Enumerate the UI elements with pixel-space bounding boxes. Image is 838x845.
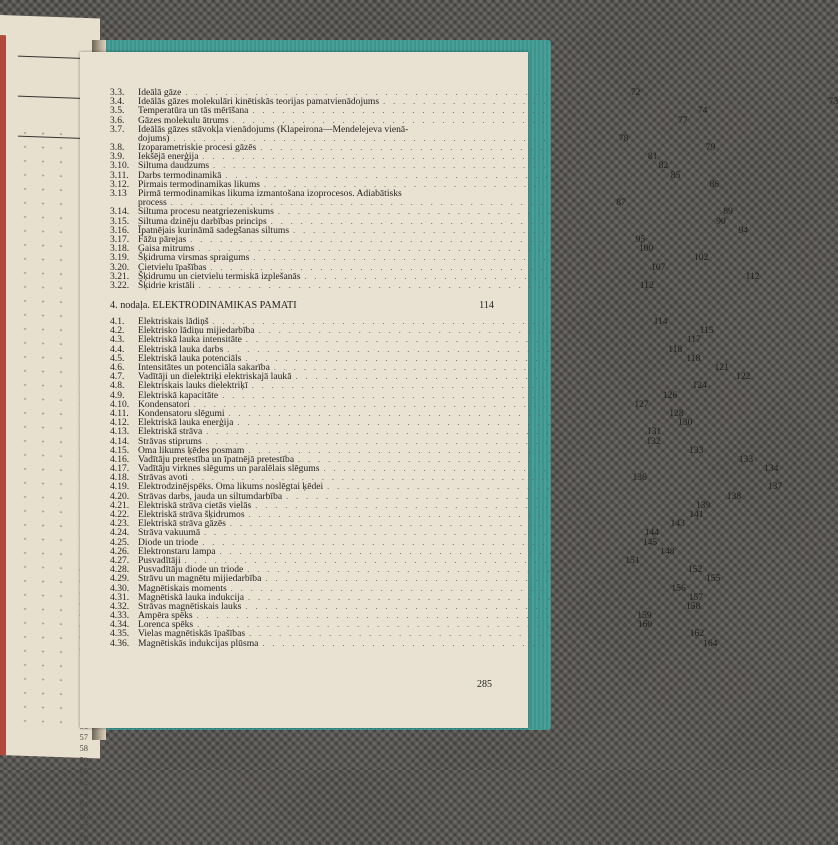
leader-dots: . . . . . . . . . . . . . . . . . . . . . . . . . . . . . . . . . . . . . . . . . . . [210, 262, 636, 272]
toc-page: 86 [709, 178, 720, 190]
toc-page: 112 [639, 279, 654, 291]
section-4-list [110, 316, 783, 649]
left-page-number: 63 [79, 787, 88, 799]
toc-number: 3.10. [110, 160, 130, 172]
toc-number: 4.24. [110, 527, 130, 539]
leader-dots: . . . . . . . . . . . . . . . . . . . . . . . . . . . . . . . . . . . . . . . . . . . [248, 510, 674, 520]
toc-number: 4.16. [110, 453, 130, 465]
chapter-heading [110, 300, 494, 311]
toc-title: Pusvadītāji [138, 554, 181, 566]
toc-title: Lorenca spēks [138, 619, 194, 631]
toc-number: 4.3. [110, 334, 125, 346]
toc-page [80, 52, 838, 728]
toc-number: 3.20. [110, 261, 130, 273]
toc-number: 4.14. [110, 435, 130, 447]
toc-page: 121 [714, 362, 729, 374]
toc-page: 81 [647, 151, 658, 163]
left-page-number: 57 [79, 731, 88, 743]
leader-dots: . . . . . . . . . . . . . . . . . . . . . . . . . . . . . . . . . . . . . . . . . . . [262, 638, 688, 648]
toc-number: 3.6. [110, 114, 125, 126]
toc-page: 72 [630, 86, 641, 98]
leader-dots: . . . . . . . . . . . . . . . . . . . . . . . . . . . . . . . . . . . . . . . . . . . [237, 418, 663, 428]
toc-page: 151 [625, 554, 640, 566]
leader-dots: . . . . . . . . . . . . . . . . . . . . . . . . . . . . . . . . . . . . . . . . . . . [286, 491, 712, 501]
toc-title: Ampēra spēks [138, 610, 193, 622]
leader-dots: . . . . . . . . . . . . . . . . . . . . . . . . . . . . . . . . . . . . . . . . . . . [229, 519, 655, 529]
toc-page: 126 [662, 389, 678, 401]
toc-number: 4.9. [110, 389, 125, 401]
toc-title: Gaisa mitrums [138, 243, 195, 255]
toc-title: Ideālās gāzes molekulāri kinētiskās teorijas pamatvienādojums [138, 96, 380, 108]
toc-title: Elektriskā strāva cietās vielās [138, 499, 252, 511]
left-page-number: 58 [79, 743, 88, 754]
toc-title: Ideālā gāze [138, 86, 182, 98]
leader-dots: . . . . . . . . . . . . . . . . . . . . . . . . . . . . . . . . . . . . . . . . . . . [184, 555, 610, 565]
toc-page: 128 [669, 407, 684, 419]
toc-title: Temperatūra un tās mērīšana [138, 105, 249, 117]
toc-title: Elektriskā kapacitāte [138, 389, 219, 401]
toc-title: Elektriskā lauka intensitāte [138, 334, 242, 346]
toc-number: 4.21. [110, 499, 130, 511]
leader-dots: . . . . . . . . . . . . . . . . . . . . . . . . . . . . . . . . . . . . . . . . . . . [270, 216, 696, 226]
toc-title-continuation: process [138, 197, 167, 209]
toc-title: Šķidrumu un cietvielu termiskā izplešanās [138, 270, 301, 282]
toc-page: 118 [668, 343, 683, 355]
toc-number: 3.18. [110, 243, 130, 255]
leader-dots: . . . . . . . . . . . . . . . . . . . . . . . . . . . . . . . . . . . . . . . . . . . [212, 317, 638, 327]
toc-page: 136 [632, 472, 647, 484]
toc-title: Pusvadītāju diode un triode [138, 564, 244, 576]
leader-dots: . . . . . . . . . . . . . . . . . . . . . . . . . . . . . . . . . . . . . . . . . . . [323, 464, 749, 474]
toc-row [110, 279, 654, 291]
toc-page: 134 [764, 463, 779, 475]
leader-dots: . . . . . . . . . . . . . . . . . . . . . . . . . . . . . . . . . . . . . . . . . . . [202, 537, 628, 547]
toc-number: 4.28. [110, 564, 130, 576]
toc-title: Ideālās gāzes stāvokļa vienādojums (Klapeirona—Mendelejeva vienā- [138, 123, 409, 135]
leader-dots: . . . . . . . . . . . . . . . . . . . . . . . . . . . . . . . . . . . . . . . . . . . [295, 372, 721, 382]
toc-page: 102 [694, 252, 709, 264]
toc-title: Vadītāju virknes slēgums un paralēlais slēgums [138, 463, 320, 475]
toc-page: 131 [646, 426, 662, 438]
toc-page: 159 [637, 610, 652, 622]
toc-page: 118 [686, 352, 701, 364]
toc-page: 148 [660, 545, 675, 557]
toc-title: Elektriskā lauka enerģija [138, 417, 234, 429]
left-page-number: 70 [79, 832, 88, 844]
toc-title: Oma likums ķēdes posmam [138, 444, 245, 456]
toc-page: 152 [687, 564, 703, 576]
toc-title: Strāvas stiprums [138, 435, 202, 447]
toc-page: 162 [689, 628, 705, 640]
red-page-edge [0, 35, 6, 755]
page-number: 285 [477, 679, 492, 690]
toc-number: 4.27. [110, 554, 130, 566]
toc-number: 3.17. [110, 233, 130, 245]
toc-title: Elektriskā strāva gāzēs [138, 518, 226, 530]
toc-title: Īpatnējais kurināmā sadegšanas siltums [138, 224, 290, 236]
toc-title: Pirmā termodinamikas likuma izmantošana izoprocesos. Adiabātisks [138, 188, 402, 200]
toc-page: 138 [726, 490, 742, 502]
leader-dots: . . . . . . . . . . . . . . . . . . . . . . . . . . . . . . . . . . . . . . . . . . . [204, 528, 630, 538]
toc-page: 79 [705, 142, 716, 154]
toc-number: 4.2. [110, 325, 125, 337]
toc-title: Siltuma dzinēju darbības princips [138, 215, 267, 227]
toc-number: 4.31. [110, 591, 130, 603]
toc-content [110, 86, 838, 649]
toc-title: Iekšējā enerģija [138, 151, 199, 163]
toc-page: 107 [651, 261, 666, 273]
toc-page: 85 [670, 169, 681, 181]
leader-dots: . . . . . . . . . . . . . . . . . . . . . . . . . . . . . . . . . . . . . . . . . . . [247, 565, 673, 575]
toc-page: 133 [688, 444, 704, 456]
leader-dots: . . . . . . . . . . . . . . . . . . . . . . . . . . . . . . . . . . . . . . . . . . . [196, 611, 622, 621]
leader-dots: . . . . . . . . . . . . . . . . . . . . . . . . . . . . . . . . . . . . . . . . . . . [185, 87, 611, 97]
leader-dots: . . . . . . . . . . . . . . . . . . . . . . . . . . . . . . . . . . . . . . . . . . . [253, 253, 679, 263]
toc-number: 3.21. [110, 270, 130, 282]
toc-title: Intensitātes un potenciāla sakarība [138, 362, 270, 374]
toc-title: Elektriskā strāva [138, 426, 203, 438]
toc-number: 3.3. [110, 86, 125, 98]
leader-dots: . . . . . . . . . . . . . . . . . . . . . . . . . . . . . . . . . . . . . . . . . . . [213, 161, 639, 171]
toc-title: Vadītāju pretestība un īpatnējā pretestība [138, 453, 295, 465]
leader-dots: . . . . . . . . . . . . . . . . . . . . . . . . . . . . . . . . . . . . . . . . . . . [245, 335, 671, 345]
toc-title: Strāvas magnētiskais lauks [138, 600, 242, 612]
toc-title: Magnētiskā lauka indukcija [138, 591, 245, 603]
toc-number: 4.35. [110, 628, 130, 640]
leader-dots: . . . . . . . . . . . . . . . . . . . . . . . . . . . . . . . . . . . . . . . . . . . [206, 427, 632, 437]
toc-title: Magnētiskais moments [138, 582, 227, 594]
leader-dots: . . . . . . . . . . . . . . . . . . . . . . . . . . . . . . . . . . . . . . . . . . . [265, 574, 691, 584]
toc-page: 157 [688, 591, 704, 603]
toc-number: 4.26. [110, 545, 130, 557]
toc-number: 4.30. [110, 582, 130, 594]
toc-page: 160 [637, 619, 653, 631]
toc-title: Pirmais termodinamikas likums [138, 178, 261, 190]
toc-title: Gāzes molekulu ātrums [138, 114, 229, 126]
toc-title: Siltuma daudzums [138, 160, 210, 172]
toc-page: 132 [646, 435, 661, 447]
toc-number: 4.1. [110, 316, 125, 328]
leader-dots: . . . . . . . . . . . . . . . . . . . . . . . . . . . . . . . . . . . . . . . . . . . [298, 454, 724, 464]
leader-dots: . . . . . . . . . . . . . . . . . . . . . . . . . . . . . . . . . . . . . . . . . . . [198, 244, 624, 254]
leader-dots: . . . . . . . . . . . . . . . . . . . . . . . . . . . . . . . . . . . . . . . . . . . [230, 583, 656, 593]
toc-page: 90 [716, 215, 726, 227]
left-page-number: 64 [79, 799, 88, 810]
toc-number: 3.15. [110, 215, 130, 227]
toc-number: 3.12. [110, 178, 130, 190]
toc-number: 4.6. [110, 362, 125, 374]
toc-title: Strāvu un magnētu mijiedarbība [138, 573, 262, 585]
leader-dots: . . . . . . . . . . . . . . . . . . . . . . . . . . . . . . . . . . . . . . . . . . . [260, 143, 686, 153]
toc-title: Siltuma procesu neatgriezeniskums [138, 206, 274, 218]
toc-number: 3.9. [110, 151, 125, 163]
toc-title: Elektriskā strāva šķidrumos [138, 509, 245, 521]
leader-dots: . . . . . . . . . . . . . . . . . . . . . . . . . . . . . . . . . . . . . . . . . . . [245, 353, 671, 363]
toc-number: 4.20. [110, 490, 130, 502]
leader-dots: . . . . . . . . . . . . . . . . . . . . . . . . . . . . . . . . . . . . . . . . . . . [191, 473, 617, 483]
toc-number: 4.12. [110, 417, 130, 429]
leader-dots: . . . . . . . . . . . . . . . . . . . . . . . . . . . . . . . . . . . . . . . . . . . [255, 500, 681, 510]
toc-number: 4.17. [110, 463, 130, 475]
toc-page: 78 [618, 132, 629, 144]
rule-line [18, 96, 88, 99]
leader-dots: . . . . . . . . . . . . . . . . . . . . . . . . . . . . . . . . . . . . . . . . . . . [383, 97, 809, 107]
toc-page: 115 [699, 325, 714, 337]
toc-number: 4.7. [110, 371, 125, 383]
left-page-number: 67 [79, 821, 88, 832]
leader-dots: . . . . . . . . . . . . . . . . . . . . . . . . . . . . . . . . . . . . . . . . . . . [273, 363, 699, 373]
toc-row [110, 189, 494, 198]
toc-number: 4.29. [110, 573, 130, 585]
toc-number: 3.14. [110, 206, 130, 218]
toc-page: 130 [677, 417, 693, 429]
leader-dots: . . . . . . . . . . . . . . . . . . . . . . . . . . . . . . . . . . . . . . . . . . . [245, 601, 671, 611]
toc-number: 3.11. [110, 169, 129, 181]
toc-page: 94 [738, 224, 749, 236]
leader-dots: . . . . . . . . . . . . . . . . . . . . . . . . . . . . . . . . . . . . . . . . . . . [264, 179, 690, 189]
toc-page: 141 [689, 509, 704, 521]
toc-page: 158 [686, 600, 701, 612]
toc-number: 3.22. [110, 279, 130, 291]
toc-page: 73 [828, 96, 838, 108]
toc-number: 4.13. [110, 426, 130, 438]
left-page-number: 59 [79, 754, 88, 765]
toc-number: 3.4. [110, 96, 125, 108]
toc-title: Kondensatori [138, 398, 190, 410]
toc-number: 4.19. [110, 481, 130, 493]
leader-dots: . . . . . . . . . . . . . . . . . . . . . . . . . . . . . . . . . . . . . . . . . . . [170, 198, 596, 208]
toc-row [110, 637, 718, 649]
left-page-number: 66 [79, 810, 88, 821]
leader-dots: . . . . . . . . . . . . . . . . . . . . . . . . . . . . . . . . . . . . . . . . . . . [193, 399, 619, 409]
toc-number: 3.7. [110, 123, 125, 135]
toc-number: 4.4. [110, 343, 125, 355]
toc-title: Elektriskais lauks dielektriķī [138, 380, 248, 392]
toc-number: 4.25. [110, 536, 130, 548]
toc-number: 4.8. [110, 380, 125, 392]
toc-title: Kondensatoru slēgumi [138, 407, 225, 419]
leader-dots: . . . . . . . . . . . . . . . . . . . . . . . . . . . . . . . . . . . . . . . . . . . [205, 436, 631, 446]
leader-dots: . . . . . . . . . . . . . . . . . . . . . . . . . . . . . . . . . . . . . . . . . . . [258, 326, 684, 336]
toc-title: Strāva vakuumā [138, 527, 201, 539]
toc-page: 89 [723, 206, 733, 218]
toc-page: 74 [697, 105, 708, 117]
chapter-title: 4. nodaļa. ELEKTRODINAMIKAS PAMATI [110, 300, 297, 312]
chapter-page: 114 [479, 300, 494, 312]
toc-title: Fāžu pārejas [138, 233, 187, 245]
toc-title: Elektriskā lauka potenciāls [138, 352, 242, 364]
leader-dots: . . . . . . . . . . . . . . . . . . . . . . . . . . . . . . . . . . . . . . . . . . . [249, 629, 675, 639]
toc-page: 156 [671, 582, 686, 594]
toc-title: Vadītāji un dielektriķi elektriskajā laukā [138, 371, 292, 383]
toc-number: 4.32. [110, 600, 130, 612]
toc-number: 4.5. [110, 352, 125, 364]
leader-dots: . . . . . . . . . . . . . . . . . . . . . . . . . . . . . . . . . . . . . . . . . . . [173, 133, 599, 143]
left-page-number: 62 [79, 776, 88, 788]
toc-number: 4.36. [110, 637, 130, 649]
leader-dots: . . . . . . . . . . . . . . . . . . . . . . . . . . . . . . . . . . . . . . . . . . . [304, 271, 730, 281]
toc-number: 3.5. [110, 105, 125, 117]
leader-dots: . . . . . . . . . . . . . . . . . . . . . . . . . . . . . . . . . . . . . . . . . . . [228, 408, 654, 418]
toc-title: Darbs termodinamikā [138, 169, 222, 181]
toc-number: 3.19. [110, 252, 130, 264]
toc-page: 144 [644, 527, 660, 539]
toc-page: 95 [635, 233, 646, 245]
toc-title: Šķidruma virsmas spraigums [138, 252, 250, 264]
section-3-list [110, 86, 838, 291]
toc-number: 4.34. [110, 619, 130, 631]
toc-page: 164 [703, 637, 718, 649]
toc-number: 4.23. [110, 518, 130, 530]
toc-page: 145 [642, 536, 658, 548]
leader-dots: . . . . . . . . . . . . . . . . . . . . . . . . . . . . . . . . . . . . . . . . . . . [227, 344, 653, 354]
toc-title: Strāvas darbs, jauda un siltumdarbība [138, 490, 283, 502]
toc-title: Elektronstaru lampa [138, 545, 216, 557]
toc-page: 127 [634, 398, 649, 410]
leader-dots: . . . . . . . . . . . . . . . . . . . . . . . . . . . . . . . . . . . . . . . . . . . [277, 207, 703, 217]
leader-dots: . . . . . . . . . . . . . . . . . . . . . . . . . . . . . . . . . . . . . . . . . . . [232, 115, 658, 125]
leader-dots: . . . . . . . . . . . . . . . . . . . . . . . . . . . . . . . . . . . . . . . . . . . [293, 225, 719, 235]
toc-page: 77 [678, 114, 688, 126]
toc-page: 143 [670, 518, 685, 530]
leader-dots: . . . . . . . . . . . . . . . . . . . . . . . . . . . . . . . . . . . . . . . . . . . [252, 106, 678, 116]
toc-page: 117 [686, 334, 701, 346]
leader-dots: . . . . . . . . . . . . . . . . . . . . . . . . . . . . . . . . . . . . . . . . . . . [251, 381, 677, 391]
toc-page: 82 [658, 160, 669, 172]
toc-title: Elektriskais lādiņš [138, 316, 209, 328]
toc-page: 133 [738, 453, 754, 465]
toc-page: 124 [692, 380, 707, 392]
toc-number: 3.8. [110, 142, 125, 154]
toc-number: 4.33. [110, 610, 130, 622]
toc-title: Cietvielu īpašības [138, 261, 207, 273]
toc-number: 4.11. [110, 407, 129, 419]
toc-title: Šķidrie kristāli [138, 279, 195, 291]
toc-title: Strāvas avoti [138, 472, 188, 484]
toc-title-continuation: dojums) [138, 132, 170, 144]
toc-title: Elektriskā lauka darbs [138, 343, 224, 355]
toc-page: 112 [745, 270, 760, 282]
toc-page: 155 [705, 573, 721, 585]
toc-title: Izoparametriskie procesi gāzēs [138, 142, 257, 154]
left-page-number: 60 [79, 765, 88, 776]
toc-number: 4.10. [110, 398, 130, 410]
leader-dots: . . . . . . . . . . . . . . . . . . . . . . . . . . . . . . . . . . . . . . . . . . . [327, 482, 753, 492]
leader-dots: . . . . . . . . . . . . . . . . . . . . . . . . . . . . . . . . . . . . . . . . . . . [225, 170, 651, 180]
toc-number: 3.16. [110, 224, 130, 236]
rule-line [18, 56, 88, 59]
leader-dots: . . . . . . . . . . . . . . . . . . . . . . . . . . . . . . . . . . . . . . . . . . . [190, 234, 616, 244]
toc-page: 137 [767, 481, 783, 493]
toc-page: 122 [736, 371, 751, 383]
toc-title: Magnētiskās indukcijas plūsma [138, 637, 259, 649]
leader-dots: . . . . . . . . . . . . . . . . . . . . . . . . . . . . . . . . . . . . . . . . . . . [248, 592, 674, 602]
toc-number: 4.22. [110, 509, 130, 521]
toc-title: Elektrisko lādiņu mijiedarbība [138, 325, 255, 337]
toc-number: 3.13 [110, 188, 127, 200]
toc-number: 4.15. [110, 444, 130, 456]
toc-number: 4.18. [110, 472, 130, 484]
toc-title: Vielas magnētiskās īpašības [138, 628, 246, 640]
leader-dots: . . . . . . . . . . . . . . . . . . . . . . . . . . . . . . . . . . . . . . . . . . . [197, 620, 623, 630]
toc-page: 87 [616, 197, 626, 209]
toc-title: Elektrodzinējspēks. Oma likums noslēgtai ķēdei [138, 481, 324, 493]
toc-page: 139 [695, 499, 711, 511]
toc-title: Diode un triode [138, 536, 199, 548]
leader-dots: . . . . . . . . . . . . . . . . . . . . . . . . . . . . . . . . . . . . . . . . . . . [222, 390, 648, 400]
toc-page: 100 [638, 243, 654, 255]
leader-dots: . . . . . . . . . . . . . . . . . . . . . . . . . . . . . . . . . . . . . . . . . . . [219, 546, 645, 556]
leader-dots: . . . . . . . . . . . . . . . . . . . . . . . . . . . . . . . . . . . . . . . . . . . [198, 280, 624, 290]
leader-dots: . . . . . . . . . . . . . . . . . . . . . . . . . . . . . . . . . . . . . . . . . . . [248, 445, 674, 455]
leader-dots: . . . . . . . . . . . . . . . . . . . . . . . . . . . . . . . . . . . . . . . . . . . [202, 152, 628, 162]
toc-page: 114 [653, 316, 668, 328]
